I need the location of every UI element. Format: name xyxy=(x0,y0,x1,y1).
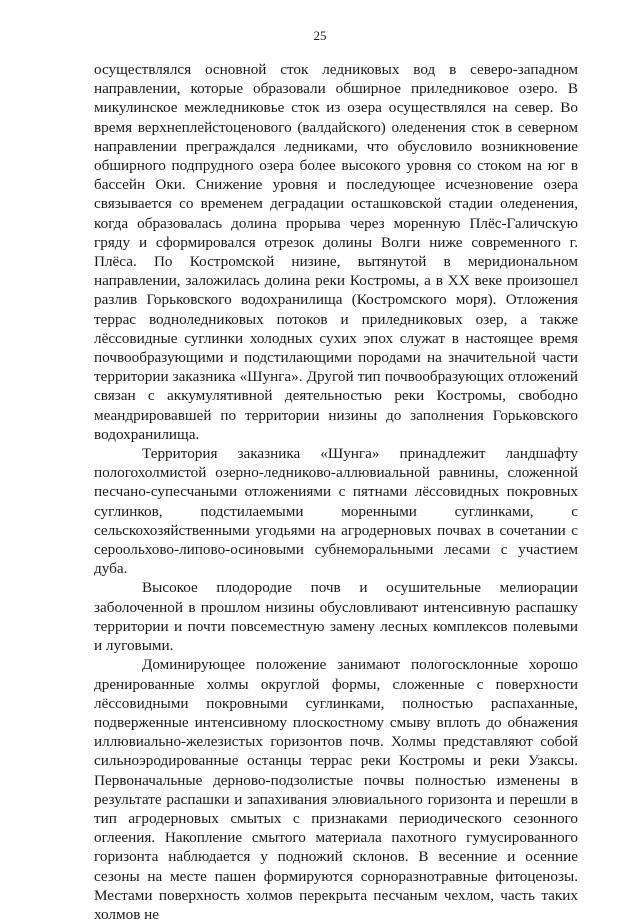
page-number: 25 xyxy=(313,28,327,43)
paragraph-3: Высокое плодородие почв и осушительные мелиорации заболоченной в прошлом низины обусловливают интенсивную распашку территории и почти повсеместную замену лесных комплексов полевыми и луговыми. xyxy=(94,579,578,655)
body-text xyxy=(94,60,578,924)
paragraph-4: Доминирующее положение занимают пологосклонные хорошо дренированные холмы округлой формы, сложенные с поверхности лёссовидными покровными суглинками, полностью распаханные, подверженные интенсивному плоскостному смыву вплоть до обнажения иллювиально-железистых горизонтов почв. Холмы представляют собой сильноэродированные останцы террас реки Костромы и реки Узаксы. Первоначальные дерново-подзолистые почвы полностью изменены в результате распашки и запахивания элювиального горизонта и перешли в тип агродерновых смытых с признаками периодического сезонного оглеения. Накопление смытого материала пахотного гумусированного горизонта наблюдается у подножий склонов. В весенние и осенние сезоны на месте пашен формируются сорноразнотравные фитоценозы. Местами поверхность холмов перекрыта песчаным чехлом, часть таких холмов не xyxy=(94,656,578,923)
paragraph-2: Территория заказника «Шунга» принадлежит ландшафту пологохолмистой озерно-ледниково-аллювиальной равнины, сложенной песчано-супесчаными отложениями с пятнами лёссовидных покровных суглинков, подстилаемыми моренными суглинками, с сельскохозяйственными угодьями на агродерновых почвах в сочетании с сероольхово-липово-осиновыми субнеморальными лесами с участием дуба. xyxy=(94,445,578,578)
paragraph-1: осуществлялся основной сток ледниковых вод в северо-западном направлении, которые образовали обширное приледниковое озеро. В микулинское межледниковье сток из озера осуществлялся на север. Во время верхнеплейстоценового (валдайского) оледенения сток в северном направлении преграждался ледниками, что обусловило возникновение обширного подпрудного озера более высокого уровня со стоком на юг в бассейн Оки. Снижение уровня и последующее исчезновение озера связывается со временем деградации осташковской стадии оледенения, когда образовалась долина прорыва через моренную Плёс-Галичскую гряду и сформировался отрезок долины Волги ниже современного г. Плёса. По Костромской низине, вытянутой в меридиональном направлении, заложилась долина реки Костромы, а в XX веке произошел разлив Горьковского водохранилища (Костромского моря). Отложения террас водноледниковых потоков и приледниковых озер, а также лёссовидные суглинки холодных сухих эпох служат в настоящее время почвообразующими и подстилающими породами на значительной части территории заказника «Шунга». Другой тип почвообразующих отложений связан с аккумулятивной деятельностью реки Костромы, свободно меандрировавшей по территории низины до заполнения Горьковского водохранилища. xyxy=(94,61,578,443)
